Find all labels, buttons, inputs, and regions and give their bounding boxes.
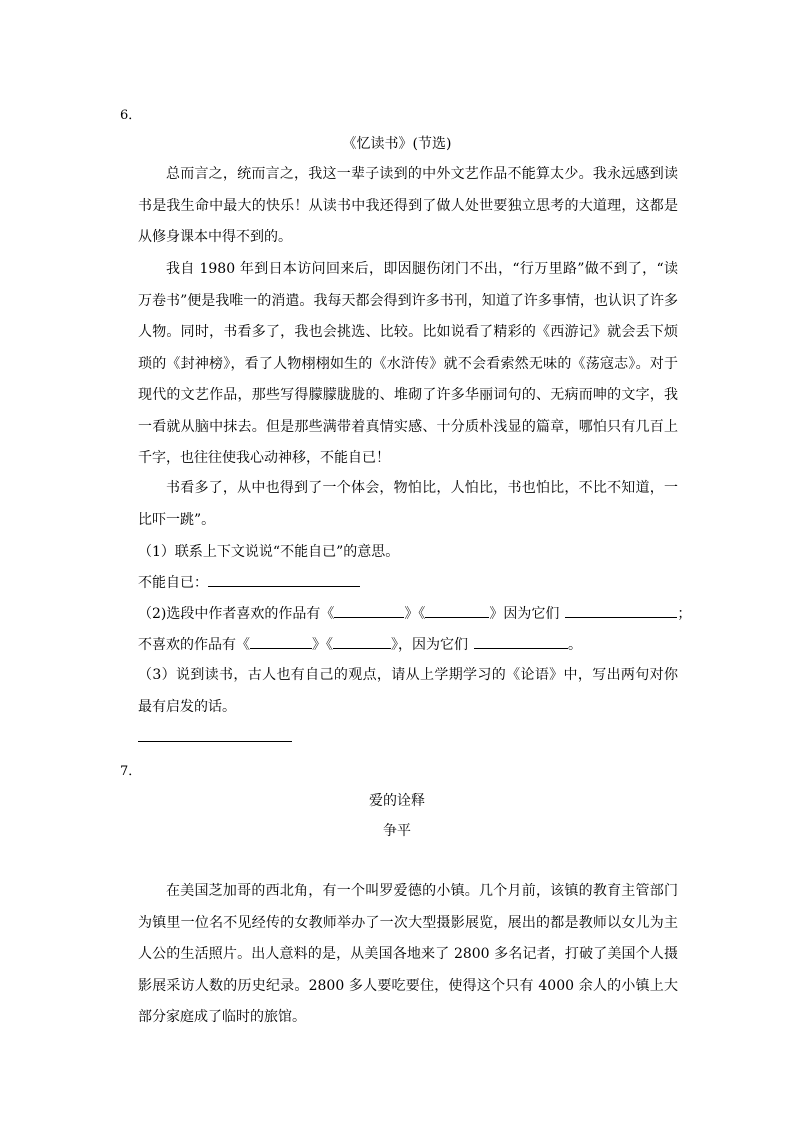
liked-work-blank-1[interactable] bbox=[334, 603, 404, 618]
sub-question-3: （3）说到读书，古人也有自己的观点，请从上学期学习的《论语》中，写出两句对你最有启发的话。 bbox=[138, 667, 678, 715]
question-number-6: 6． bbox=[120, 108, 142, 123]
sub-question-2-line-1 bbox=[138, 603, 691, 623]
disliked-work-blank-1[interactable] bbox=[250, 634, 312, 649]
passage-paragraph-2: 我自 1980 年到日本访问回来后，即因腿伤闭门不出，“行万里路”做不到了，“读万卷书”便是我唯一的消遣。我每天都会得到许多书刊，知道了许多事情，也认识了许多人物。同时，书看多了，我也会挑选、比较。比如说看了精彩的《西游记》就会丢下烦琐的《封神榜》，看了人物栩栩如生的《水浒传》就不会看索然无味的《荡寇志》。对于现代的文艺作品，那些写得朦朦胧胧的、堆砌了许多华丽词句的、无病而呻的文字，我一看就从脑中抹去。但是那些满带着真情实感、十分质朴浅显的篇章，哪怕只有几百上千字，也往往使我心动神移，不能自已！ bbox=[138, 261, 678, 466]
liked-reason-blank[interactable] bbox=[565, 603, 677, 618]
sub-question-2-text-g: 》，因为它们 bbox=[391, 637, 468, 653]
sub-question-2-text-h: 。 bbox=[568, 637, 582, 653]
question-number-7: 7． bbox=[120, 764, 142, 779]
disliked-work-blank-2[interactable] bbox=[333, 634, 391, 649]
answer-blank[interactable] bbox=[208, 572, 360, 587]
sub-question-2-text-f: 》《 bbox=[312, 637, 333, 653]
sub-question-2-text-d: ； bbox=[677, 606, 692, 622]
sub-question-2-line-2 bbox=[138, 634, 582, 654]
sub-question-2-text-e: 不喜欢的作品有《 bbox=[138, 637, 250, 653]
passage-title-7: 爱的诠释 bbox=[369, 793, 425, 809]
sub-question-2-text-b: 》《 bbox=[404, 606, 426, 622]
passage-title-6: 《忆读书》(节选) bbox=[342, 136, 452, 152]
sub-question-1-answer-row bbox=[138, 572, 360, 592]
passage-paragraph-1: 总而言之，统而言之，我这一辈子读到的中外文艺作品不能算太少。我永远感到读书是我生命中最大的快乐！从读书中我还得到了做人处世要独立思考的大道理，这都是从修身课本中得不到的。 bbox=[138, 166, 678, 245]
passage-author-7: 争平 bbox=[383, 823, 411, 839]
passage-7-paragraph-1: 在美国芝加哥的西北角，有一个叫罗爱德的小镇。几个月前，该镇的教育主管部门为镇里一位名不见经传的女教师举办了一次大型摄影展览，展出的都是教师以女儿为主人公的生活照片。出人意料的是，从美国各地来了 2800 多名记者，打破了美国个人摄影展采访人数的历史纪录。2800 多人要吃要住，使得这个只有 4000 余人的小镇上大部分家庭成了临时的旅馆。 bbox=[138, 883, 678, 1025]
sub-question-2-text-a: （2)选段中作者喜欢的作品有《 bbox=[138, 606, 335, 622]
sub-question-1: （1）联系上下文说说“不能自已”的意思。 bbox=[138, 544, 400, 560]
sub-question-3-answer-blank[interactable] bbox=[138, 741, 292, 742]
sub-question-2-text-c: 》因为它们 bbox=[489, 606, 560, 622]
answer-label: 不能自已： bbox=[138, 575, 208, 591]
disliked-reason-blank[interactable] bbox=[474, 634, 568, 649]
passage-paragraph-3: 书看多了，从中也得到了一个体会，物怕比，人怕比，书也怕比，不比不知道，一比吓一跳”。 bbox=[138, 480, 678, 528]
liked-work-blank-2[interactable] bbox=[425, 603, 489, 618]
